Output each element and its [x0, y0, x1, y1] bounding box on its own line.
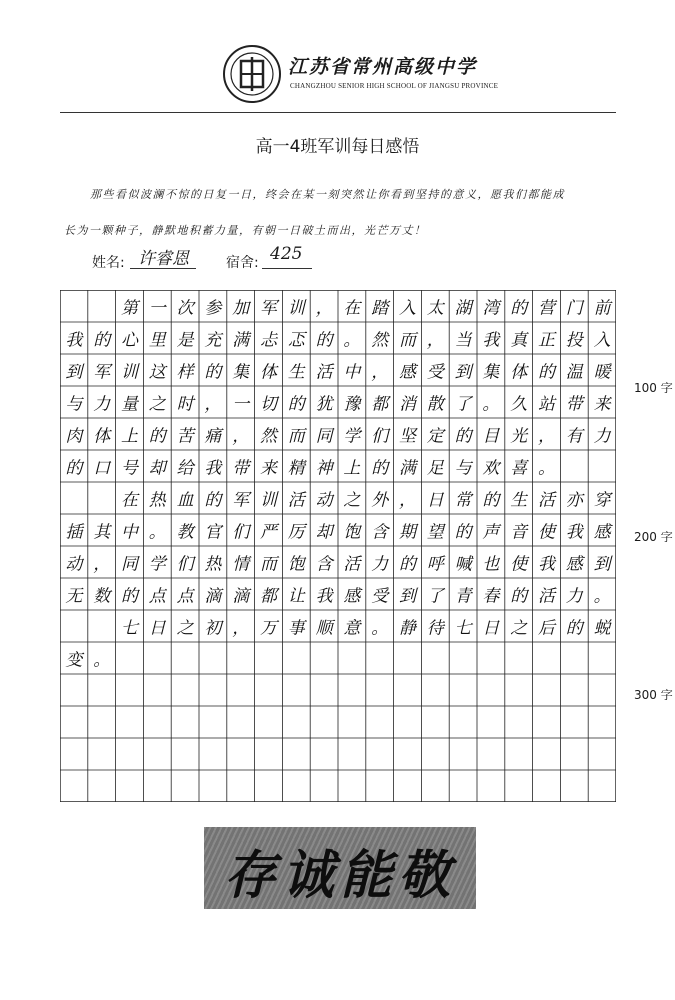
essay-char: 到 — [399, 586, 416, 607]
essay-char: 我 — [65, 330, 83, 351]
essay-char: 来 — [260, 458, 277, 479]
essay-char: 活 — [538, 586, 555, 607]
essay-char: 军 — [260, 298, 277, 319]
essay-char: 里 — [148, 330, 166, 351]
essay-char: 训 — [260, 490, 277, 511]
essay-char: 。 — [148, 522, 166, 543]
essay-char: 忑 — [287, 330, 305, 351]
essay-char: 活 — [315, 362, 333, 383]
essay-char: 体 — [93, 426, 111, 447]
essay-char: 滴 — [204, 586, 222, 607]
essay-char: 第 — [121, 298, 138, 319]
essay-char: 生 — [510, 490, 528, 511]
essay-char: 的 — [454, 426, 472, 447]
essay-char: 的 — [121, 586, 138, 607]
essay-char: 到 — [593, 554, 611, 575]
essay-char: 在 — [121, 490, 138, 511]
essay-char: 投 — [565, 330, 583, 351]
essay-char: 欢 — [482, 458, 500, 479]
essay-char: 七 — [121, 618, 138, 639]
essay-char: 我 — [482, 330, 500, 351]
essay-char: 都 — [260, 586, 277, 607]
school-header — [218, 40, 499, 110]
essay-char: 湖 — [454, 298, 472, 319]
essay-char: 滴 — [232, 586, 250, 607]
essay-char: 光 — [510, 426, 528, 447]
essay-char: 情 — [232, 554, 250, 575]
essay-char: 之 — [510, 618, 528, 639]
essay-char: 的 — [482, 490, 500, 511]
counter-200: 200 字 — [634, 530, 673, 544]
essay-char: 静 — [399, 618, 416, 639]
intro-line-1: 那些看似波澜不惊的日复一日，终会在某一刻突然让你看到坚持的意义，愿我们都能成 — [90, 188, 565, 201]
essay-char: 满 — [399, 458, 416, 479]
essay-char: 时 — [176, 394, 194, 415]
essay-char: 满 — [232, 330, 250, 351]
essay-char: 期 — [399, 522, 416, 543]
essay-char: 的 — [204, 490, 222, 511]
essay-char: 声 — [482, 522, 500, 543]
dorm-label: 宿舍: — [226, 255, 259, 271]
essay-char: 喜 — [510, 458, 528, 479]
calligraphy-motto-stamp — [204, 827, 476, 909]
essay-char: 带 — [565, 394, 583, 415]
essay-char: 入 — [399, 298, 416, 319]
essay-char: 血 — [176, 490, 194, 511]
essay-char: 望 — [426, 522, 444, 543]
essay-char: 事 — [287, 618, 305, 639]
essay-char: 们 — [176, 554, 194, 575]
essay-char: 肉 — [65, 426, 83, 447]
essay-char: 湾 — [482, 298, 500, 319]
essay-char: 七 — [454, 618, 472, 639]
essay-char: 了 — [426, 586, 444, 607]
counter-300: 300 字 — [634, 688, 673, 702]
essay-char: ， — [371, 362, 389, 383]
essay-char: 其 — [93, 522, 111, 543]
essay-char: 军 — [232, 490, 250, 511]
essay-char: 集 — [232, 362, 250, 383]
essay-char: 营 — [538, 298, 555, 319]
essay-char: 的 — [148, 426, 166, 447]
essay-char: 久 — [510, 394, 528, 415]
essay-char: 含 — [371, 522, 389, 543]
essay-char: ， — [232, 426, 250, 447]
essay-char: 的 — [315, 330, 333, 351]
essay-char: 。 — [93, 650, 111, 671]
name-underline — [130, 268, 196, 269]
essay-char: 切 — [260, 394, 277, 415]
essay-char: ， — [426, 330, 444, 351]
essay-char: 神 — [315, 458, 333, 479]
essay-char: 我 — [204, 458, 222, 479]
essay-char: 使 — [510, 554, 528, 575]
essay-char: 之 — [176, 618, 194, 639]
essay-char: 心 — [121, 330, 138, 351]
essay-char: 入 — [593, 330, 611, 351]
essay-char: 我 — [565, 522, 583, 543]
essay-char: 同 — [315, 426, 333, 447]
essay-char: 饱 — [287, 554, 305, 575]
essay-char: 的 — [565, 618, 583, 639]
essay-char: 门 — [565, 298, 583, 319]
essay-char: 真 — [510, 330, 528, 351]
essay-char: 上 — [343, 458, 361, 479]
school-seal-icon — [222, 44, 282, 104]
essay-char: 外 — [371, 490, 389, 511]
essay-char: 而 — [287, 426, 305, 447]
essay-char: 来 — [593, 394, 611, 415]
essay-char: 的 — [510, 298, 528, 319]
essay-char: 目 — [482, 426, 500, 447]
essay-char: 喊 — [454, 554, 472, 575]
essay-char: 的 — [204, 362, 222, 383]
essay-char: 日 — [426, 490, 444, 511]
essay-char: 次 — [176, 298, 194, 319]
essay-char: 初 — [204, 618, 222, 639]
essay-char: 犹 — [315, 394, 333, 415]
essay-char: 待 — [426, 618, 444, 639]
essay-char: 官 — [204, 522, 222, 543]
essay-char: 。 — [371, 618, 389, 639]
essay-char: 。 — [593, 586, 611, 607]
essay-char: ， — [315, 298, 333, 319]
essay-char: 让 — [287, 586, 305, 607]
essay-char: 数 — [93, 586, 111, 607]
essay-char: 动 — [65, 554, 83, 575]
essay-char: 然 — [371, 330, 389, 351]
essay-char: 而 — [260, 554, 277, 575]
essay-char: 号 — [121, 458, 138, 479]
essay-char: 精 — [287, 458, 305, 479]
essay-char: 暖 — [593, 362, 611, 383]
essay-char: 受 — [426, 362, 444, 383]
essay-char: 足 — [426, 458, 444, 479]
essay-char: 训 — [121, 362, 138, 383]
dorm-underline — [262, 268, 312, 269]
essay-char: 正 — [538, 330, 555, 351]
essay-char: 顺 — [315, 618, 333, 639]
header-divider — [60, 112, 616, 113]
essay-char: 呼 — [426, 554, 444, 575]
essay-char: 动 — [315, 490, 333, 511]
essay-char: 到 — [454, 362, 472, 383]
essay-char: 感 — [343, 586, 361, 607]
essay-char: 体 — [510, 362, 528, 383]
essay-char: 我 — [315, 586, 333, 607]
essay-char: 的 — [510, 586, 528, 607]
essay-char: 踏 — [371, 298, 389, 319]
essay-char: ， — [538, 426, 555, 447]
essay-char: 后 — [538, 618, 555, 639]
essay-char: 体 — [260, 362, 277, 383]
essay-char: 温 — [565, 362, 583, 383]
essay-char: 也 — [482, 554, 500, 575]
essay-char: 严 — [260, 522, 277, 543]
essay-char: 活 — [538, 490, 555, 511]
intro-line-2: 长为一颗种子，静默地积蓄力量，有朝一日破土而出，光芒万丈！ — [64, 224, 427, 237]
essay-char: 定 — [426, 426, 444, 447]
name-value: 许睿恩 — [138, 249, 189, 269]
essay-char: 力 — [371, 554, 389, 575]
essay-grid — [60, 290, 616, 802]
essay-char: 们 — [371, 426, 389, 447]
essay-char: 穿 — [593, 490, 611, 511]
essay-char: ， — [399, 490, 416, 511]
essay-char: 学 — [148, 554, 166, 575]
essay-char: 与 — [65, 394, 83, 415]
essay-char: 日 — [482, 618, 500, 639]
counter-100: 100 字 — [634, 381, 673, 395]
essay-char: 力 — [93, 394, 111, 415]
essay-char: 痛 — [204, 426, 222, 447]
essay-char: 厉 — [287, 522, 305, 543]
essay-char: 学 — [343, 426, 361, 447]
essay-char: 口 — [93, 458, 111, 479]
essay-char: 军 — [93, 362, 111, 383]
essay-char: ， — [93, 554, 111, 575]
essay-char: 都 — [371, 394, 389, 415]
essay-char: 我 — [538, 554, 555, 575]
essay-char: 常 — [454, 490, 472, 511]
essay-char: 了 — [454, 394, 472, 415]
essay-char: 日 — [148, 618, 166, 639]
essay-char: 万 — [260, 618, 277, 639]
essay-char: 带 — [232, 458, 250, 479]
essay-char: 量 — [121, 394, 138, 415]
essay-char: 却 — [315, 522, 333, 543]
essay-char: 集 — [482, 362, 500, 383]
page-title: 高一4班军训每日感悟 — [255, 137, 420, 157]
essay-char: 之 — [148, 394, 166, 415]
essay-char: 的 — [65, 458, 83, 479]
essay-char: 。 — [482, 394, 500, 415]
essay-char: 然 — [260, 426, 277, 447]
essay-char: 坚 — [399, 426, 416, 447]
essay-char: 而 — [399, 330, 416, 351]
essay-char: 豫 — [343, 394, 361, 415]
essay-char: 有 — [565, 426, 583, 447]
essay-char: 的 — [93, 330, 111, 351]
essay-char: 的 — [454, 522, 472, 543]
essay-char: 前 — [593, 298, 611, 319]
essay-char: 样 — [176, 362, 194, 383]
essay-char: 。 — [538, 458, 555, 479]
essay-char: 受 — [371, 586, 389, 607]
essay-char: 生 — [287, 362, 305, 383]
essay-char: 亦 — [565, 490, 583, 511]
essay-char: 活 — [287, 490, 305, 511]
essay-char: 的 — [399, 554, 416, 575]
dorm-value: 425 — [270, 244, 303, 264]
name-label: 姓名: — [92, 255, 125, 271]
essay-char: 插 — [65, 522, 83, 543]
essay-char: 含 — [315, 554, 333, 575]
essay-char: 意 — [343, 618, 361, 639]
essay-char: 站 — [538, 394, 555, 415]
essay-char: 同 — [121, 554, 138, 575]
school-name-en: CHANGZHOU SENIOR HIGH SCHOOL OF JIANGSU PROVINCE — [290, 82, 499, 90]
school-name-cn: 江苏省常州高级中学 — [288, 56, 478, 78]
essay-char: 是 — [176, 330, 194, 351]
essay-char: 变 — [65, 650, 83, 671]
essay-char: 中 — [121, 522, 138, 543]
essay-char: 加 — [232, 298, 250, 319]
essay-char: 点 — [176, 586, 194, 607]
essay-char: 给 — [176, 458, 194, 479]
essay-char: 在 — [343, 298, 361, 319]
essay-char: 热 — [204, 554, 222, 575]
essay-char: ， — [204, 394, 222, 415]
essay-char: 力 — [593, 426, 611, 447]
essay-char: 参 — [204, 298, 222, 319]
essay-char: 。 — [343, 330, 361, 351]
essay-char: 这 — [148, 362, 166, 383]
essay-char: 力 — [565, 586, 583, 607]
essay-char: 们 — [232, 522, 250, 543]
essay-char: 一 — [148, 298, 166, 319]
essay-char: 感 — [399, 362, 416, 383]
essay-char: 充 — [204, 330, 222, 351]
essay-char: 春 — [482, 586, 500, 607]
essay-char: 当 — [454, 330, 472, 351]
essay-char: 蜕 — [593, 618, 611, 639]
essay-char: 无 — [65, 586, 83, 607]
essay-char: 使 — [538, 522, 555, 543]
essay-char: 太 — [426, 298, 444, 319]
essay-char: 的 — [538, 362, 555, 383]
essay-char: 苦 — [176, 426, 194, 447]
essay-char: 的 — [287, 394, 305, 415]
essay-char: 忐 — [260, 330, 277, 351]
essay-char: 活 — [343, 554, 361, 575]
motto-text: 存诚能敬 — [223, 845, 456, 906]
essay-char: 之 — [343, 490, 361, 511]
essay-char: 散 — [426, 394, 444, 415]
essay-char: 与 — [454, 458, 472, 479]
essay-char: 感 — [565, 554, 583, 575]
essay-char: 上 — [121, 426, 138, 447]
essay-char: 教 — [176, 522, 194, 543]
essay-char: 点 — [148, 586, 166, 607]
essay-char: 饱 — [343, 522, 361, 543]
essay-char: 却 — [148, 458, 166, 479]
essay-char: 训 — [287, 298, 305, 319]
essay-char: 一 — [232, 394, 250, 415]
essay-char: 感 — [593, 522, 611, 543]
essay-char: 消 — [399, 394, 416, 415]
essay-char: 到 — [65, 362, 83, 383]
essay-char: 热 — [148, 490, 166, 511]
essay-char: 音 — [510, 522, 528, 543]
essay-char: 中 — [343, 362, 361, 383]
essay-char: 的 — [371, 458, 389, 479]
essay-char: 青 — [454, 586, 472, 607]
essay-char: ， — [232, 618, 250, 639]
